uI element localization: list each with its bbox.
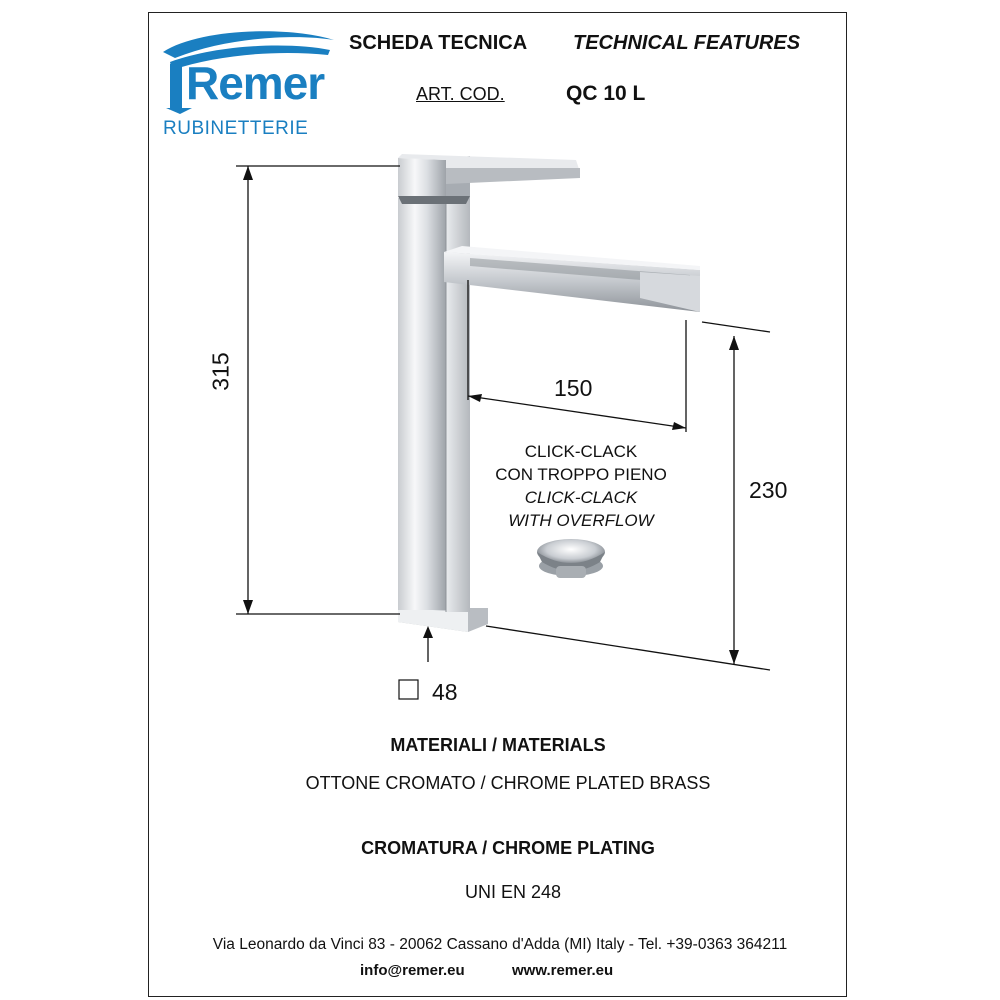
art-cod-label: ART. COD. xyxy=(416,84,505,104)
materials-value: OTTONE CROMATO / CHROME PLATED BRASS xyxy=(305,773,711,793)
header-technical-features: TECHNICAL FEATURES xyxy=(573,32,801,54)
logo-subtitle: RUBINETTERIE xyxy=(163,118,309,139)
note-line-2: CON TROPPO PIENO xyxy=(495,465,667,484)
square-symbol xyxy=(399,680,418,699)
click-clack-plug-illustration xyxy=(537,539,605,578)
dimension-spout-230: 230 xyxy=(749,477,788,503)
logo-brand: Remer xyxy=(186,57,325,109)
note-line-3: CLICK-CLACK xyxy=(524,488,638,507)
footer-website[interactable]: www.remer.eu xyxy=(512,962,614,979)
footer-address: Via Leonardo da Vinci 83 - 20062 Cassano d'Adda (MI) Italy - Tel. +39-0363 364211 xyxy=(212,936,788,953)
dimension-base-48: 48 xyxy=(432,679,458,705)
dimension-lines xyxy=(236,166,770,670)
note-line-1: CLICK-CLACK xyxy=(524,442,638,461)
dimension-reach-150: 150 xyxy=(554,375,593,401)
click-clack-note xyxy=(486,440,676,532)
art-cod-value: QC 10 L xyxy=(566,82,646,105)
note-line-4: WITH OVERFLOW xyxy=(508,511,654,530)
plating-value: UNI EN 248 xyxy=(464,882,562,902)
footer-email[interactable]: info@remer.eu xyxy=(360,962,465,979)
plating-title: CROMATURA / CHROME PLATING xyxy=(361,838,655,858)
materials-title: MATERIALI / MATERIALS xyxy=(390,735,606,755)
header-scheda-tecnica: SCHEDA TECNICA xyxy=(349,32,528,54)
dimension-height-315: 315 xyxy=(207,352,234,391)
dimension-arrowheads xyxy=(243,166,739,664)
